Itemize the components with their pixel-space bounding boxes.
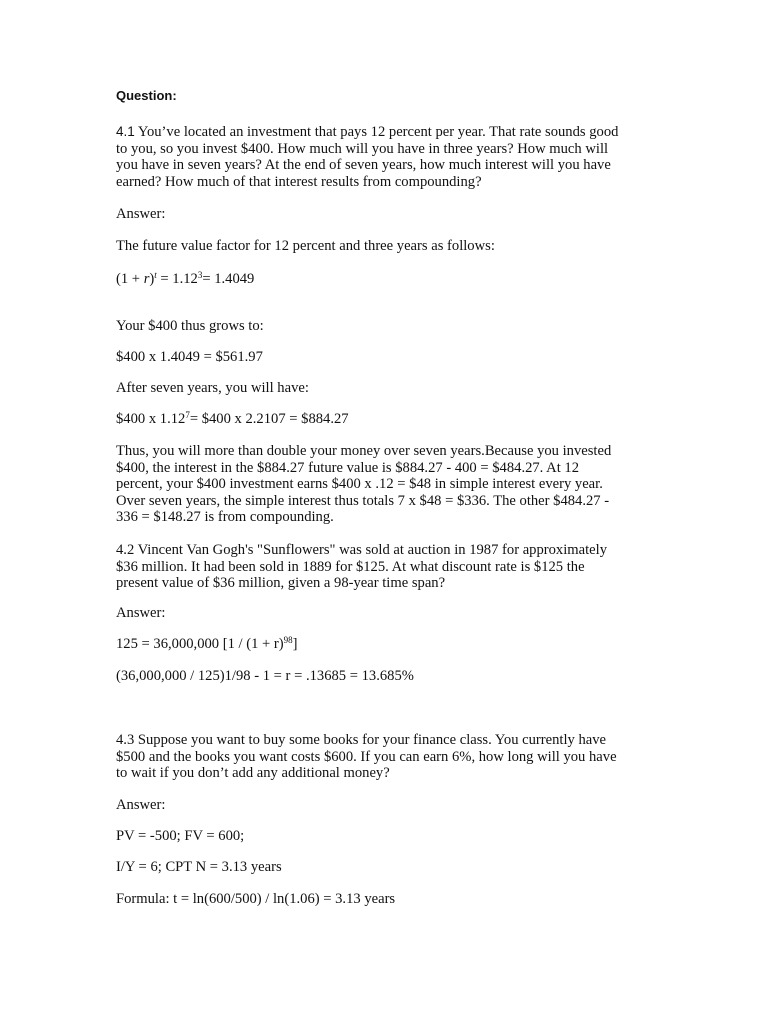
question-heading: Question: bbox=[116, 88, 177, 103]
question-4-1-line: earned? How much of that interest results from compounding? bbox=[116, 173, 482, 190]
discount-rate-equation: 125 = 36,000,000 $[1 / (1 + r)^{98}]$ bbox=[116, 635, 298, 652]
document-page bbox=[116, 0, 652, 1024]
calculation-three-years: $400 x 1.4049 = $561.97 bbox=[116, 349, 263, 365]
question-4-1-line: 4.1 You’ve located an investment that pays 12 percent per year. That rate sounds good bbox=[116, 124, 619, 140]
question-4-2-line: 4.2 Vincent Van Gogh's "Sunflowers" was sold at auction in 1987 for approximately bbox=[116, 542, 607, 558]
conclusion-line: Over seven years, the simple interest thus totals 7 x $48 = $336. The other $484.27 - bbox=[116, 492, 610, 509]
conclusion-line: Thus, you will more than double your money over seven years.Because you invested bbox=[116, 443, 612, 459]
question-4-2 bbox=[116, 542, 652, 592]
question-4-1-line: to you, so you invest $400. How much will you have in three years? How much will bbox=[116, 140, 609, 157]
question-4-3-line: $500 and the books you want costs $600. If you can earn 6%, how long will you have bbox=[116, 748, 617, 765]
pv-fv-line: PV = -500; FV = 600; bbox=[116, 828, 245, 844]
conclusion-line: $400, the interest in the $884.27 future value is $884.27 - 400 = $484.27. At 12 bbox=[116, 459, 580, 476]
grows-line: Your $400 thus grows to: bbox=[116, 318, 264, 334]
after-seven-line: After seven years, you will have: bbox=[116, 380, 309, 396]
question-4-3 bbox=[116, 732, 652, 782]
answer-label: Answer: bbox=[116, 206, 166, 222]
question-4-2-line: $36 million. It had been sold in 1889 for $125. At what discount rate is $125 the bbox=[116, 558, 585, 575]
conclusion-line: 336 = $148.27 is from compounding. bbox=[116, 509, 334, 526]
formula-line: Formula: t = ln(600/500) / ln(1.06) = 3.13 years bbox=[116, 891, 396, 907]
answer-label: Answer: bbox=[116, 605, 166, 621]
discount-rate-solution: (36,000,000 / 125)1/98 - 1 = r = .13685 = 13.685% bbox=[116, 668, 414, 684]
question-4-3-line: to wait if you don’t add any additional money? bbox=[116, 765, 390, 782]
question-4-1 bbox=[116, 124, 652, 190]
question-number: 4.1 bbox=[116, 124, 135, 139]
question-4-2-line: present value of $36 million, given a 98-year time span? bbox=[116, 575, 446, 592]
question-4-3-line: 4.3 Suppose you want to buy some books for your finance class. You currently have bbox=[116, 732, 607, 748]
answer-label: Answer: bbox=[116, 797, 166, 813]
calculation-seven-years: $400 x $1.12^7=$ $400 x 2.2107 = $884.27 bbox=[116, 410, 349, 427]
fv-factor-line: The future value factor for 12 percent and three years as follows: bbox=[116, 238, 495, 254]
question-4-1-line: you have in seven years? At the end of seven years, how much interest will you have bbox=[116, 157, 611, 174]
conclusion-line: percent, your $400 investment earns $400 x .12 = $48 in simple interest every year. bbox=[116, 476, 603, 493]
conclusion-paragraph bbox=[116, 443, 652, 526]
fv-factor-formula: $(1 + r)^t = 1.12^3= 1.4049$ bbox=[116, 270, 255, 287]
calculator-line: I/Y = 6; CPT N = 3.13 years bbox=[116, 859, 282, 875]
